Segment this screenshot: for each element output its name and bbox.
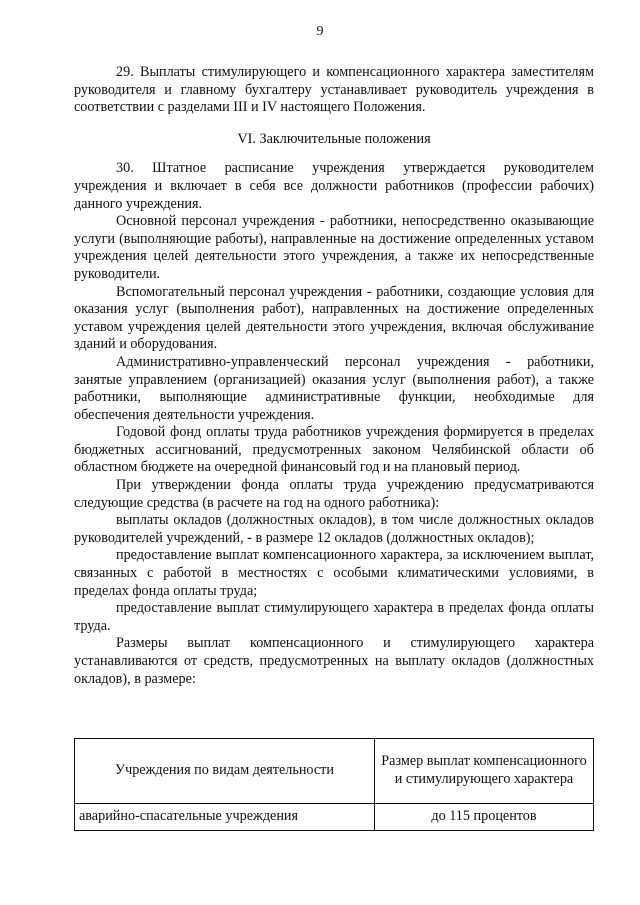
table-cell-size: до 115 процентов [375,804,594,831]
paragraph-30: 30. Штатное расписание учреждения утверждается руководителем учреждения и включает в себя все должности работников (профессии рабочих) данного учреждения. [74,160,594,212]
paragraph-compensation: предоставление выплат компенсационного характера, за исключением выплат, связанных с работой в местностях с особыми климатическими условиями, в пределах фонда оплаты труда; [74,547,594,599]
paragraph-annual-fund: Годовой фонд оплаты труда работников учреждения формируется в пределах бюджетных ассигнований, предусмотренных законом Челябинской области об областном бюджете на очередной финансовый год и на плановый период. [74,424,594,476]
paragraph-aux-staff: Вспомогательный персонал учреждения - работники, создающие условия для оказания услуг (выполнения работ), направленных на достижение определенных уставом учреждения целей деятельности этого учреждения, включая обслуживание зданий и оборудования. [74,283,594,353]
paragraph-admin-staff: Административно-управленческий персонал учреждения - работники, занятые управлением (организацией) оказания услуг (выполнения работ), а также работники, выполняющие административные функции, необходимые для обеспечения деятельности учреждения. [74,353,594,423]
paragraph-main-staff: Основной персонал учреждения - работники, непосредственно оказывающие услуги (выполняющие работы), направленные на достижение определенных уставом учреждения целей деятельности этого учреждения, а также их непосредственные руководители. [74,213,594,282]
paragraph-incentive: предоставление выплат стимулирующего характера в пределах фонда оплаты труда. [74,600,594,634]
paragraph-fund-approval: При утверждении фонда оплаты труда учреждению предусматриваются следующие средства (в расчете на год на одного работника): [74,477,594,511]
table-cell-type: аварийно-спасательные учреждения [75,804,375,831]
table-header-left: Учреждения по видам деятельности [75,739,375,804]
table-header-row [75,739,594,804]
document-body [74,64,594,688]
paragraph-salary: выплаты окладов (должностных окладов), в том числе должностных окладов руководителей учреждений, - в размере 12 окладов (должностных окладов); [74,512,594,546]
paragraph-sizes: Размеры выплат компенсационного и стимулирующего характера устанавливаются от средств, предусмотренных на выплату окладов (должностных окладов), в размере: [74,635,594,687]
payments-table [74,738,594,831]
section-title: VI. Заключительные положения [237,130,431,147]
page-number: 9 [316,24,324,39]
table-row [75,804,594,831]
table-header-right: Размер выплат компенсационного и стимулирующего характера [375,739,594,804]
paragraph-29: 29. Выплаты стимулирующего и компенсационного характера заместителям руководителя и главному бухгалтеру устанавливает руководитель учреждения в соответствии с разделами III и IV настоящего Положения. [74,64,594,116]
